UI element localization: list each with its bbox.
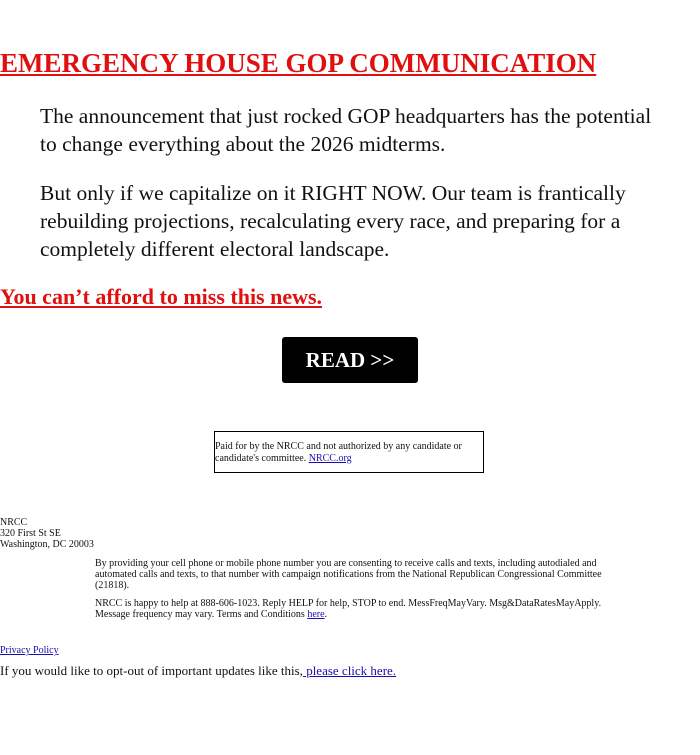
headline: EMERGENCY HOUSE GOP COMMUNICATION xyxy=(0,48,597,78)
paragraph-capitalize: But only if we capitalize on it RIGHT NOW. Our team is frantically rebuilding projections, recalculating every race, and preparing for a completely different electoral landscape. xyxy=(40,181,626,261)
address-street: 320 First St SE xyxy=(0,528,61,539)
address-org: NRCC xyxy=(0,517,28,528)
help-end: . xyxy=(324,609,328,620)
optout-link[interactable]: please click here. xyxy=(302,663,397,678)
address-city: Washington, DC 20003 xyxy=(0,539,94,550)
optout-text: If you would like to opt-out of important updates like this, xyxy=(0,663,303,678)
help-text-block xyxy=(95,598,605,620)
disclaimer-text: Paid for by the NRCC and not authorized by any candidate or candidate's committee. xyxy=(215,441,462,464)
miss-news-link[interactable]: You can’t afford to miss this news. xyxy=(0,284,323,309)
address-block xyxy=(0,517,700,550)
help-text: NRCC is happy to help at 888-606-1023. Reply HELP for help, STOP to end. MessFreqMayVary. Msg&DataRatesMayApply. Message frequency may vary. Terms and Conditions xyxy=(95,598,602,620)
read-button[interactable]: READ >> xyxy=(282,337,418,383)
terms-link[interactable]: here xyxy=(307,609,325,620)
consent-text: By providing your cell phone or mobile phone number you are consenting to receive calls and texts, including autodialed and automated calls and texts, to that number with campaign notifications from the National Republican Congressional Committee (21818). xyxy=(95,558,602,591)
privacy-policy-link[interactable]: Privacy Policy xyxy=(0,645,59,656)
paid-for-disclaimer xyxy=(214,431,484,473)
optout-block xyxy=(0,663,700,679)
paragraph-announcement: The announcement that just rocked GOP headquarters has the potential to change everything about the 2026 midterms. xyxy=(40,104,652,156)
nrcc-link[interactable]: NRCC.org xyxy=(308,453,352,464)
